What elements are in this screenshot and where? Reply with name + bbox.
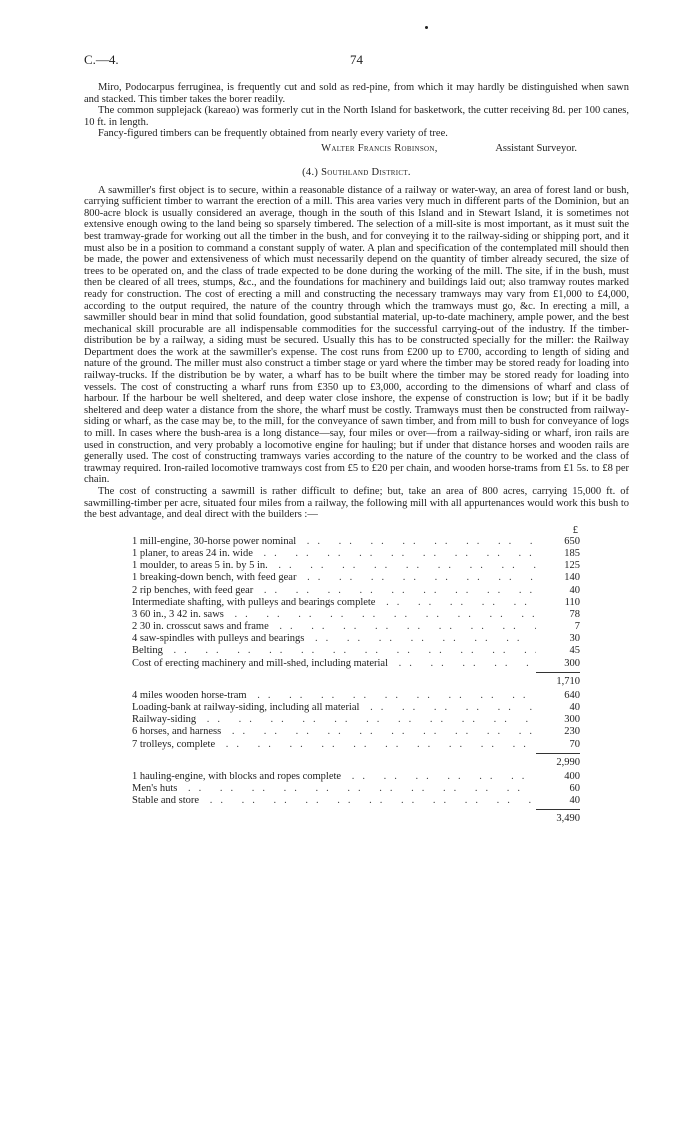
cost-row bbox=[132, 690, 580, 702]
cost-amount: 230 bbox=[564, 726, 580, 738]
subtotal-amount: 2,990 bbox=[536, 753, 580, 771]
cost-row bbox=[132, 783, 580, 795]
cost-item: 3 60 in., 3 42 in. saws .. .. bbox=[132, 609, 536, 621]
document-page bbox=[84, 54, 629, 827]
cost-item: 1 planer, to areas 24 in. wide .. .. bbox=[132, 548, 536, 560]
cost-amount: 40 bbox=[569, 584, 580, 596]
cost-item: Stable and store .. .. bbox=[132, 795, 536, 807]
currency-unit: £ bbox=[572, 524, 578, 536]
cost-item: 2 30 in. crosscut saws and frame .. .. bbox=[132, 621, 536, 633]
cost-amount: 125 bbox=[564, 560, 580, 572]
cost-row bbox=[132, 621, 580, 633]
cost-group-machinery bbox=[132, 536, 580, 670]
cost-item: Men's huts .. .. bbox=[132, 783, 536, 795]
cost-item: 4 miles wooden horse-tram .. .. bbox=[132, 690, 536, 702]
total-amount: 3,490 bbox=[536, 809, 580, 827]
cost-item: 2 rip benches, with feed gear .. .. bbox=[132, 585, 536, 597]
subtotal-row bbox=[132, 751, 580, 771]
cost-row bbox=[132, 548, 580, 560]
cost-amount: 60 bbox=[569, 782, 580, 794]
cost-row bbox=[132, 633, 580, 645]
cost-row bbox=[132, 795, 580, 807]
cost-row bbox=[132, 609, 580, 621]
signature-title: Assistant Surveyor. bbox=[495, 142, 577, 154]
subtotal-row bbox=[132, 670, 580, 690]
total-row bbox=[132, 807, 580, 827]
cost-amount: 400 bbox=[564, 770, 580, 782]
page-header bbox=[84, 54, 629, 72]
cost-row bbox=[132, 714, 580, 726]
cost-row bbox=[132, 645, 580, 657]
cost-item: 7 trolleys, complete .. .. bbox=[132, 739, 536, 751]
cost-row bbox=[132, 739, 580, 751]
paragraph-sawmill-cost: The cost of constructing a sawmill is rather difficult to define; but, take an area of 800 acres, carrying 15,000 ft. of sawmilling-timber per acre, situated four miles from a railway, the following mill with all appurtenances would work this bush to the best advantage, and deal direct with the builders :— bbox=[84, 486, 629, 521]
cost-item: 4 saw-spindles with pulleys and bearings .. .. bbox=[132, 633, 536, 645]
cost-amount: 45 bbox=[569, 645, 580, 657]
cost-amount: 40 bbox=[569, 702, 580, 714]
cost-row bbox=[132, 560, 580, 572]
cost-amount: 140 bbox=[564, 572, 580, 584]
paragraph-fancy-timbers: Fancy-figured timbers can be frequently obtained from nearly every variety of tree. bbox=[98, 128, 448, 140]
cost-item: Railway-siding .. .. bbox=[132, 714, 536, 726]
paragraph-supplejack: The common supplejack (kareao) was formerly cut in the North Island for basketwork, the cutter receiving 8d. per 100 canes, 10 ft. in length. bbox=[84, 105, 629, 128]
cost-item: 6 horses, and harness .. .. bbox=[132, 726, 536, 738]
cost-row bbox=[132, 726, 580, 738]
cost-table bbox=[132, 525, 580, 828]
paragraph-sawmiller-objective: A sawmiller's first object is to secure, within a reasonable distance of a railway or water-way, an area of forest land or bush, carrying sufficient timber to warrant the erection of a mill. This area varies very much in different parts of the Dominion, but an 800-acre block is usually considered an average, though in the south of this Island and in Stewart Island, it is sometimes not extensive enough owing to the land being so sparsely timbered. The selection of a mill-site is most important, as it must suit the best tramway-grade for working out all the timber in the bush, and for conveying it to the railway-siding or shipping port, and it must also be in a position to command a constant supply of water. A plan and specification of the contemplated mill should then be made, the power and extensiveness of which must necessarily depend on the quantity of timber already secured, the size of trees to be operated on, and the class of trade expected to be done during the working of the mill. The site, if in the bush, must then be cleared of all trees, stumps, &c., and the foundations for machinery and buildings laid out; also tramway routes marked ready for construction. The cost of erecting a mill and constructing the necessary tramways may vary from £1,000 to £4,000, according to the output required, the nature of the country through which the tramways must go, &c. In erecting a mill, a sawmiller should bear in mind that solid foundation, good substantial material, up-to-date machinery, ample power, and the best mechanical skill procurable are all indispensable commodities for the successful carrying-out of the industry. If the timber-distribution be by a railway, a siding must be secured. Usually this has to be constructed specially for the miller: the Railway Department does the work at the sawmiller's expense. The cost runs from £200 up to £700, according to length of siding and nature of the ground. The miller must also construct a timber stage or yard where the timber may be stored ready for loading into railway-trucks. If the distribution be by water, a wharf has to be built where the timber may be stored ready for loading into vessels. The cost of constructing a wharf runs from £350 up to £3,000, according to the dimensions of wharf and class of harbour. If the harbour be well sheltered, and deep water close inshore, the expense of construction is low; but if it be badly sheltered and deep water a distance from the shore, the wharf must be costly. Tramways must then be constructed from railway-siding or wharf, as the case may be, to the mill, for the conveyance of sawn timber, and from mill to bush for conveyance of logs to mill. In cases where the bush-area is a long distance—say, four miles or over—from a railway-siding or wharf, iron rails are used in construction, and very probably a locomotive engine for hauling; but if under that distance horses and wooden rails are generally used. The cost of constructing tramways varies according to the nature of the country to be worked and the class of trawmay required. Iron-railed locomotive tramways cost from £5 to £20 per chain, and wooden horse-trams from £1 5s. to £8 per chain. bbox=[84, 184, 629, 486]
cost-group-tramway bbox=[132, 690, 580, 751]
cost-amount: 40 bbox=[569, 795, 580, 807]
signature-block bbox=[84, 143, 577, 155]
cost-item: 1 mill-engine, 30-horse power nominal .. .. bbox=[132, 536, 536, 548]
cost-row bbox=[132, 572, 580, 584]
cost-item: 1 breaking-down bench, with feed gear .. .. bbox=[132, 572, 536, 584]
cost-row bbox=[132, 771, 580, 783]
cost-item: Belting .. .. bbox=[132, 645, 536, 657]
cost-amount: 7 bbox=[574, 621, 580, 633]
cost-row bbox=[132, 597, 580, 609]
cost-item: 1 moulder, to areas 5 in. by 5 in. .. .. bbox=[132, 560, 536, 572]
cost-amount: 30 bbox=[569, 633, 580, 645]
report-code: C.—4. bbox=[84, 52, 119, 67]
cost-amount: 70 bbox=[569, 738, 580, 750]
cost-amount: 78 bbox=[569, 608, 580, 620]
cost-item: 1 hauling-engine, with blocks and ropes complete .. .. bbox=[132, 771, 536, 783]
page-number: 74 bbox=[350, 52, 363, 67]
ink-dot bbox=[425, 26, 428, 29]
cost-row bbox=[132, 658, 580, 670]
cost-item: Intermediate shafting, with pulleys and bearings complete .. .. bbox=[132, 597, 536, 609]
subtotal-amount: 1,710 bbox=[536, 672, 580, 690]
cost-row bbox=[132, 536, 580, 548]
cost-amount: 300 bbox=[564, 714, 580, 726]
cost-amount: 300 bbox=[564, 657, 580, 669]
cost-amount: 185 bbox=[564, 547, 580, 559]
cost-row bbox=[132, 585, 580, 597]
cost-group-buildings bbox=[132, 771, 580, 808]
cost-amount: 110 bbox=[564, 596, 580, 608]
cost-row bbox=[132, 702, 580, 714]
paragraph-miro: Miro, Podocarpus ferruginea, is frequently cut and sold as red-pine, from which it may hardly be distinguished when sawn and stacked. This timber takes the borer readily. bbox=[84, 82, 629, 105]
cost-amount: 640 bbox=[564, 689, 580, 701]
cost-amount: 650 bbox=[564, 535, 580, 547]
signature-name: Walter Francis Robinson, bbox=[321, 142, 438, 154]
cost-item: Loading-bank at railway-siding, including all material .. .. bbox=[132, 702, 536, 714]
cost-item: Cost of erecting machinery and mill-shed, including material .. .. bbox=[132, 658, 536, 670]
section-title: (4.) Southland District. bbox=[302, 166, 411, 178]
